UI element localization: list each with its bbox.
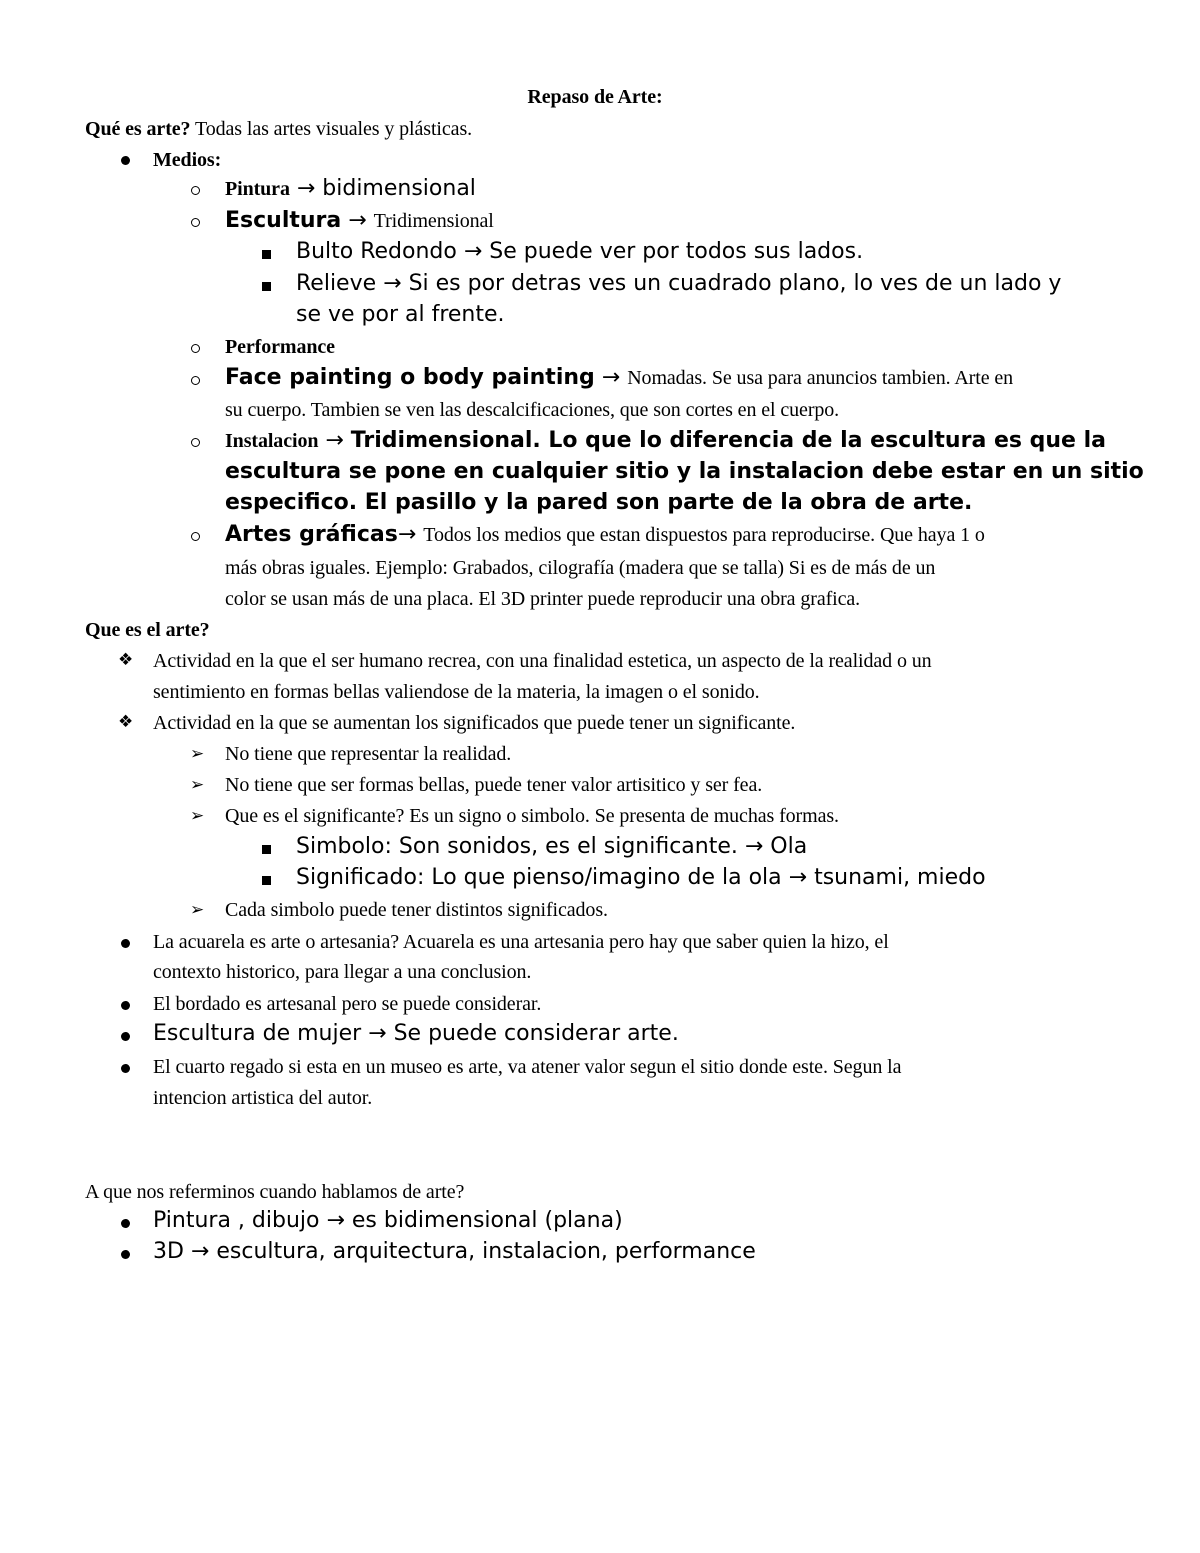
page-title: Repaso de Arte: [527, 86, 663, 108]
question-label: Qué es arte? [85, 118, 191, 140]
graficas-label: Artes gráficas [225, 522, 398, 547]
item-performance: Performance [225, 336, 335, 358]
face-label: Face painting o body painting [225, 365, 595, 390]
arrow-text: → [594, 365, 628, 390]
bullet-dot-icon [121, 1219, 130, 1228]
acuarela-line-2: contexto historico, para llegar a una conclusion. [153, 961, 532, 983]
acuarela-line-1: La acuarela es arte o artesania? Acuarela es una artesania pero hay que saber quien la hizo, el [153, 931, 889, 953]
arrow-text: → [318, 428, 351, 453]
circle-bullet-icon [191, 186, 200, 195]
question-line-1 [85, 118, 472, 141]
item-significado: Significado: Lo que pienso/imagino de la ola → tsunami, miedo [296, 865, 986, 890]
escultura-text: Tridimensional [373, 210, 494, 232]
actividad-2: Actividad en la que se aumentan los significados que puede tener un significante. [153, 712, 796, 734]
bullet-dot-icon [121, 939, 130, 948]
bullet-dot-icon [121, 1064, 130, 1073]
instalacion-cont-1: escultura se pone en cualquier sitio y la instalacion debe estar en un sitio [225, 459, 1144, 484]
arrowhead-bullet-icon: ➢ [190, 775, 205, 795]
graficas-cont-2: color se usan más de una placa. El 3D printer puede reproducir una obra grafica. [225, 588, 861, 610]
item-escultura [225, 208, 494, 233]
diamond-bullet-icon: ❖ [118, 650, 134, 670]
face-cont: su cuerpo. Tambien se ven las descalcificaciones, que son cortes en el cuerpo. [225, 399, 840, 421]
medios-heading: Medios: [153, 149, 222, 171]
arrowhead-bullet-icon: ➢ [190, 744, 205, 764]
question-line-3: A que nos referminos cuando hablamos de arte? [85, 1181, 465, 1203]
item-simbolo: Simbolo: Son sonidos, es el significante. → Ola [296, 834, 808, 859]
pintura-label: Pintura [225, 178, 290, 200]
circle-bullet-icon [191, 344, 200, 353]
last-item-2: 3D → escultura, arquitectura, instalacion, performance [153, 1239, 756, 1264]
item-relieve-line-2: se ve por al frente. [296, 302, 505, 327]
item-bordado: El bordado es artesanal pero se puede considerar. [153, 993, 542, 1015]
arrow-text: → [341, 208, 374, 233]
item-instalacion [225, 428, 1106, 453]
instalacion-text: Tridimensional. Lo que lo diferencia de la escultura es que la [350, 428, 1107, 453]
bullet-dot-icon [121, 1250, 130, 1259]
square-bullet-icon [262, 250, 271, 259]
question-line-2: Que es el arte? [85, 619, 210, 641]
face-text: Nomadas. Se usa para anuncios tambien. Arte en [627, 367, 1014, 389]
actividad-1-line-2: sentimiento en formas bellas valiendose de la materia, la imagen o el sonido. [153, 681, 760, 703]
arrow-item-3: Que es el significante? Es un signo o simbolo. Se presenta de muchas formas. [225, 805, 839, 827]
item-face-painting [225, 365, 1013, 390]
cuarto-line-1: El cuarto regado si esta en un museo es arte, va atener valor segun el sitio donde este. Segun la [153, 1056, 902, 1078]
bullet-dot-icon [121, 156, 130, 165]
actividad-1-line-1: Actividad en la que el ser humano recrea, con una finalidad estetica, un aspecto de la realidad o un [153, 650, 932, 672]
arrowhead-bullet-icon: ➢ [190, 900, 205, 920]
bullet-dot-icon [121, 1032, 130, 1041]
last-item-1: Pintura , dibujo → es bidimensional (plana) [153, 1208, 623, 1233]
item-artes-graficas [225, 522, 985, 547]
circle-bullet-icon [191, 376, 200, 385]
instalacion-cont-2: especifico. El pasillo y la pared son parte de la obra de arte. [225, 490, 973, 515]
circle-bullet-icon [191, 438, 200, 447]
pintura-text: bidimensional [322, 176, 476, 201]
cuarto-line-2: intencion artistica del autor. [153, 1087, 373, 1109]
square-bullet-icon [262, 282, 271, 291]
arrowhead-bullet-icon: ➢ [190, 806, 205, 826]
diamond-bullet-icon: ❖ [118, 712, 134, 732]
bullet-dot-icon [121, 1001, 130, 1010]
item-pintura [225, 176, 476, 201]
circle-bullet-icon [191, 532, 200, 541]
square-bullet-icon [262, 845, 271, 854]
circle-bullet-icon [191, 218, 200, 227]
graficas-cont-1: más obras iguales. Ejemplo: Grabados, cilografía (madera que se talla) Si es de más de un [225, 557, 936, 579]
arrow-item-2: No tiene que ser formas bellas, puede tener valor artisitico y ser fea. [225, 774, 763, 796]
item-bulto: Bulto Redondo → Se puede ver por todos sus lados. [296, 239, 864, 264]
graficas-text: Todos los medios que estan dispuestos para reproducirse. Que haya 1 o [423, 524, 985, 546]
square-bullet-icon [262, 876, 271, 885]
arrow-item-1: No tiene que representar la realidad. [225, 743, 512, 765]
item-escultura-mujer: Escultura de mujer → Se puede considerar arte. [153, 1021, 679, 1046]
arrow-text: → [397, 522, 424, 547]
escultura-label: Escultura [225, 208, 342, 233]
question-answer: Todas las artes visuales y plásticas. [190, 118, 473, 140]
arrow-item-4: Cada simbolo puede tener distintos significados. [225, 899, 608, 921]
instalacion-label: Instalacion [225, 430, 319, 452]
arrow-text: → [289, 176, 323, 201]
item-relieve-line-1: Relieve → Si es por detras ves un cuadrado plano, lo ves de un lado y [296, 271, 1062, 296]
